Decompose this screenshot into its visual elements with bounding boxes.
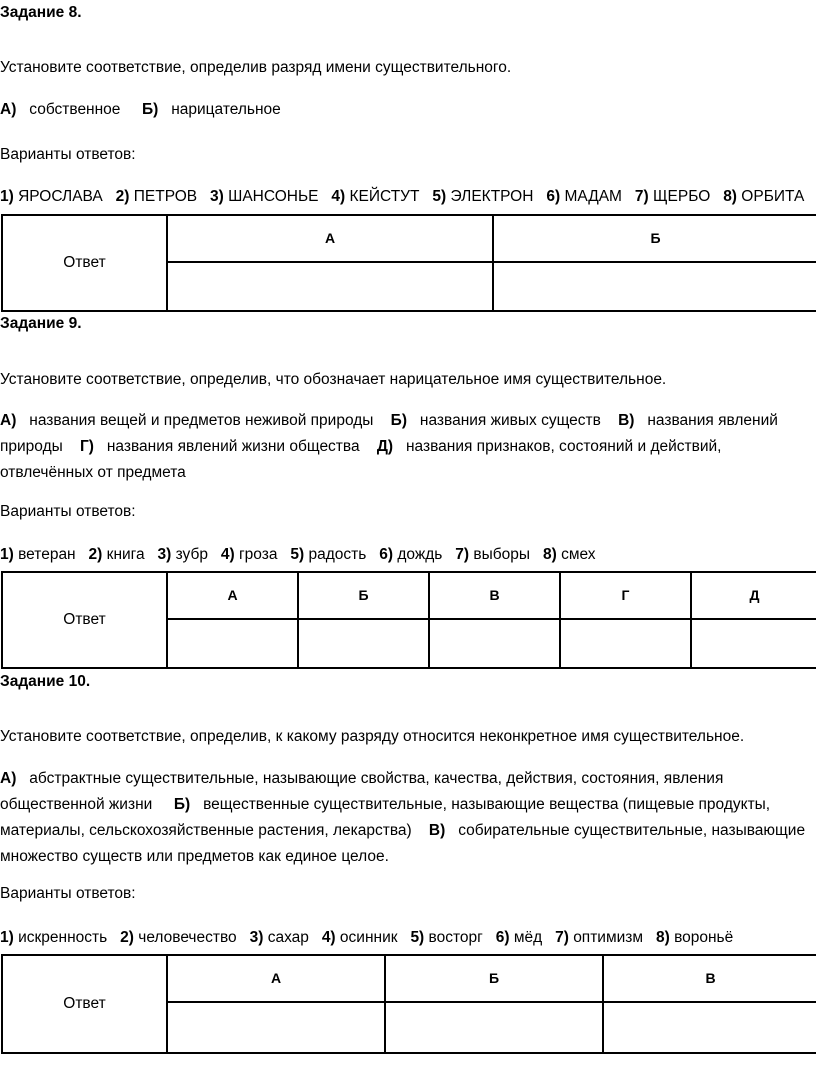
category-letter: Б) [141, 101, 159, 118]
category-letter: Б) [173, 796, 191, 813]
option-number: 3) [210, 188, 224, 205]
category-letter: Б) [390, 412, 407, 429]
category-letter: А) [0, 770, 17, 787]
category-list [0, 98, 281, 123]
option-number: 6) [379, 546, 394, 563]
option-text: МАДАМ [564, 188, 622, 205]
category-text: названия явлений жизни общества [106, 438, 360, 455]
answer-label: Ответ [2, 955, 167, 1053]
category-letter: А) [0, 412, 17, 429]
task-title: Задание 8. [0, 4, 82, 21]
answer-cell[interactable] [167, 1002, 385, 1053]
option-number: 7) [555, 929, 569, 946]
answer-cell[interactable] [560, 619, 691, 668]
answer-column-header: Д [691, 572, 816, 619]
answer-cell[interactable] [493, 262, 816, 311]
option-number: 4) [321, 929, 336, 946]
option-text: искренность [18, 929, 108, 946]
option-text: оптимизм [573, 929, 644, 946]
option-text: ОРБИТА [741, 188, 805, 205]
answer-column-header: А [167, 572, 298, 619]
option-number: 5) [432, 188, 447, 205]
category-text: собирательные существительные, называющие множество существ или предметов как единое целое. [0, 822, 806, 865]
option-text: ЩЕРБО [653, 188, 711, 205]
answer-table [1, 571, 816, 669]
option-text: книга [106, 546, 145, 563]
option-text: человечество [138, 929, 237, 946]
category-text: абстрактные существительные, называющие свойства, качества, действия, состояния, явления общественной жизни [0, 770, 724, 813]
category-text: вещественные существительные, называющие вещества (пищевые продукты, материалы, сельскохозяйственные растения, лекарства) [0, 796, 771, 839]
category-text: собственное [29, 101, 121, 118]
option-text: дождь [397, 546, 443, 563]
answer-cell[interactable] [603, 1002, 816, 1053]
option-number: 8) [542, 546, 557, 563]
task-title: Задание 9. [0, 315, 82, 332]
option-number: 6) [546, 188, 561, 205]
option-text: смех [561, 546, 596, 563]
option-number: 7) [455, 546, 470, 563]
category-letter: В) [428, 822, 446, 839]
category-letter: Д) [376, 438, 394, 455]
option-number: 5) [290, 546, 305, 563]
option-text: ШАНСОНЬЕ [228, 188, 319, 205]
option-number: 4) [220, 546, 235, 563]
option-number: 6) [495, 929, 510, 946]
option-text: ПЕТРОВ [133, 188, 198, 205]
category-text: названия живых существ [419, 412, 601, 429]
variants-label: Варианты ответов: [0, 146, 136, 163]
option-number: 4) [331, 188, 346, 205]
option-number: 3) [249, 929, 264, 946]
category-letter: Г) [80, 438, 94, 455]
options-list [0, 543, 596, 568]
option-number: 5) [410, 929, 425, 946]
options-list [0, 926, 733, 951]
category-list [0, 408, 810, 486]
answer-column-header: В [429, 572, 560, 619]
option-text: ЭЛЕКТРОН [450, 188, 534, 205]
option-text: ЯРОСЛАВА [18, 188, 103, 205]
option-number: 2) [115, 188, 130, 205]
category-list [0, 766, 812, 870]
option-text: зубр [175, 546, 208, 563]
variants-label: Варианты ответов: [0, 503, 136, 520]
option-text: восторг [428, 929, 483, 946]
answer-cell[interactable] [691, 619, 816, 668]
option-text: радость [308, 546, 367, 563]
answer-cell[interactable] [167, 262, 493, 311]
task-instruction: Установите соответствие, определив, что обозначает нарицательное имя существительное. [0, 371, 667, 388]
task-instruction: Установите соответствие, определив разряд имени существительного. [0, 59, 512, 76]
option-text: гроза [239, 546, 278, 563]
variants-label: Варианты ответов: [0, 885, 136, 902]
option-number: 1) [0, 546, 14, 563]
option-text: выборы [473, 546, 531, 563]
answer-cell[interactable] [298, 619, 429, 668]
option-text: КЕЙСТУТ [349, 188, 420, 205]
answer-label: Ответ [2, 215, 167, 311]
task-instruction: Установите соответствие, определив, к какому разряду относится неконкретное имя существительное. [0, 728, 745, 745]
answer-cell[interactable] [167, 619, 298, 668]
answer-column-header: Б [493, 215, 816, 262]
answer-cell[interactable] [429, 619, 560, 668]
option-text: ветеран [18, 546, 76, 563]
answer-column-header: Б [385, 955, 603, 1002]
answer-column-header: Г [560, 572, 691, 619]
answer-label: Ответ [2, 572, 167, 668]
option-number: 8) [655, 929, 670, 946]
option-number: 2) [88, 546, 103, 563]
options-list [0, 185, 804, 210]
option-number: 8) [723, 188, 737, 205]
category-letter: В) [618, 412, 635, 429]
category-text: нарицательное [171, 101, 281, 118]
answer-table [1, 214, 816, 312]
option-number: 1) [0, 929, 14, 946]
category-text: названия признаков, состояний и действий, отвлечённых от предмета [0, 438, 722, 481]
option-text: мёд [513, 929, 543, 946]
option-number: 1) [0, 188, 14, 205]
option-text: осинник [339, 929, 398, 946]
answer-column-header: В [603, 955, 816, 1002]
answer-column-header: А [167, 955, 385, 1002]
option-number: 7) [634, 188, 649, 205]
answer-table [1, 954, 816, 1054]
answer-column-header: А [167, 215, 493, 262]
category-letter: А) [0, 101, 17, 118]
option-text: вороньё [674, 929, 734, 946]
option-number: 3) [157, 546, 172, 563]
category-text: названия явлений природы [0, 412, 778, 455]
answer-cell[interactable] [385, 1002, 603, 1053]
category-text: названия вещей и предметов неживой природы [29, 412, 374, 429]
option-number: 2) [120, 929, 134, 946]
option-text: сахар [267, 929, 309, 946]
task-title: Задание 10. [0, 673, 91, 690]
answer-column-header: Б [298, 572, 429, 619]
